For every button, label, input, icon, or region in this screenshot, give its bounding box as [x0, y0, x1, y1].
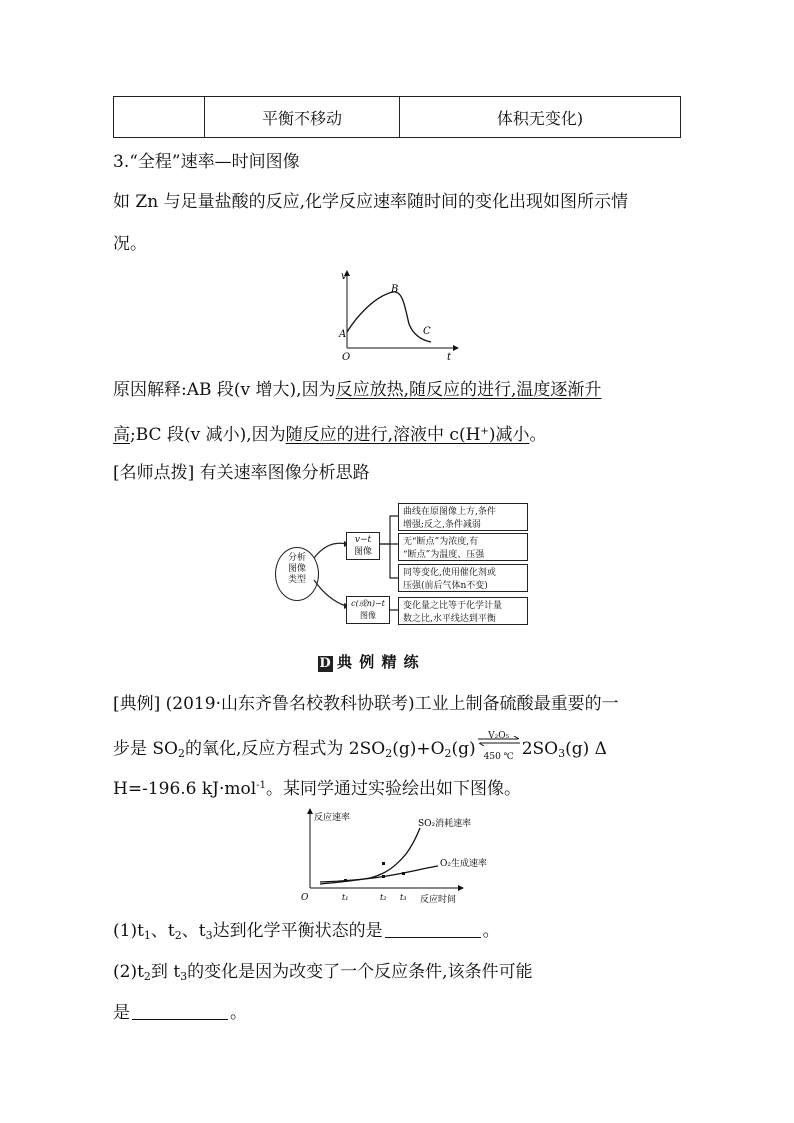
- x-axis-arrow: [458, 885, 464, 891]
- tip-title: [名师点拨] 有关速率图像分析思路: [113, 463, 370, 483]
- text: 到 t: [150, 962, 181, 982]
- text: 是: [113, 1003, 130, 1023]
- point-b-label: B: [391, 284, 399, 295]
- temperature-label: 450 ℃: [483, 752, 514, 762]
- catalyst-label: V₂O₅: [488, 731, 510, 741]
- answer-blank[interactable]: [385, 919, 481, 938]
- table-cell: 平衡不移动: [205, 97, 400, 138]
- rule-text: 曲线在原图像上方,条件: [403, 507, 496, 517]
- text: (1)t: [113, 921, 144, 941]
- rule-text: 无“断点”为浓度,有: [403, 537, 479, 547]
- question-1: [113, 919, 500, 948]
- reason-text: 。: [529, 425, 547, 445]
- rule-box: [398, 503, 528, 531]
- analysis-node: [275, 547, 319, 601]
- node-text: 图像: [360, 611, 376, 620]
- point-a-label: A: [339, 329, 347, 340]
- text: (2)t: [113, 962, 144, 982]
- table-cell: [114, 97, 205, 138]
- node-text: 图像: [353, 547, 372, 557]
- connector: [380, 516, 398, 544]
- practice-header: [318, 651, 420, 672]
- question-2-continued: [113, 1001, 247, 1025]
- tick-label: t₁: [342, 893, 349, 902]
- practice-badge: D: [319, 656, 332, 671]
- series-label: SO₂消耗速率: [418, 819, 472, 829]
- node-text: 图像: [287, 564, 306, 574]
- rule-box: [398, 564, 528, 592]
- data-point: [344, 879, 347, 882]
- connector: [314, 580, 346, 606]
- y-axis-label: 反应速率: [314, 813, 351, 823]
- series-label: O₂生成速率: [440, 859, 487, 869]
- point-c-label: C: [423, 326, 431, 337]
- rule-text: 数之比,水平线达到平衡: [403, 614, 496, 624]
- rule-text: 压强(前后气体n不变): [403, 581, 488, 591]
- subscript: 2: [385, 747, 393, 760]
- node-text: v−t: [354, 535, 372, 545]
- origin-label: O: [342, 352, 351, 363]
- v-label: v: [341, 271, 347, 282]
- data-point: [382, 875, 385, 878]
- reaction-rate-graph: [298, 808, 513, 906]
- node-text: 分析: [287, 553, 306, 563]
- so2-consumption-curve: [320, 828, 420, 884]
- text: 达到化学平衡状态的是: [212, 921, 383, 941]
- superscript: +: [480, 426, 489, 437]
- reaction-arrow: [476, 731, 522, 762]
- intro-line: 况。: [113, 234, 147, 254]
- practice-title: 典 例 精 练: [337, 653, 420, 671]
- answer-blank[interactable]: [132, 1001, 228, 1020]
- rule-box: [398, 533, 528, 561]
- connector: [390, 544, 398, 578]
- question-2: [113, 960, 533, 989]
- table-cell: 体积无变化): [400, 97, 681, 138]
- rule-text: 增强;反之,条件减弱: [403, 520, 481, 530]
- x-axis-arrow: [453, 345, 459, 351]
- vt-node: [346, 532, 380, 560]
- subscript: 3: [180, 970, 188, 983]
- previous-table: [113, 96, 681, 138]
- node-text: c(或n)−t: [351, 599, 385, 608]
- rule-text: 同等变化,使用催化剂或: [403, 568, 496, 578]
- subscript: 2: [143, 970, 151, 983]
- reason-underlined: [286, 425, 530, 445]
- tick-label: t₂: [380, 893, 387, 902]
- t-label: t: [447, 352, 452, 363]
- text: 、t: [150, 921, 175, 941]
- rule-text: “断点”为温度、压强: [403, 550, 485, 560]
- subscript: 2: [174, 929, 182, 942]
- intro-line: 如 Zn 与足量盐酸的反应,化学反应速率随时间的变化出现如图所示情: [113, 192, 628, 212]
- rule-box: [398, 597, 528, 625]
- data-point: [402, 872, 405, 875]
- subscript: 1: [143, 929, 151, 942]
- text: H=-196.6 kJ·mol: [113, 779, 257, 799]
- reason-part: 随反应的进行,溶液中 c(H: [285, 425, 481, 445]
- x-axis-label: 反应时间: [420, 895, 457, 905]
- rule-text: 变化量之比等于化学计量: [403, 601, 503, 611]
- reason-underlined: 反应放热,随反应的进行,温度逐渐升: [335, 380, 602, 400]
- node-text: 类型: [287, 575, 306, 585]
- text: 2SO: [521, 739, 559, 759]
- subscript: 2: [444, 747, 452, 760]
- reason-line-1: [113, 378, 601, 402]
- rate-curve: [347, 292, 431, 342]
- ct-node: [346, 596, 390, 624]
- subscript: 3: [205, 929, 213, 942]
- example-line-1: [典例] (2019·山东齐鲁名校教科协联考)工业上制备硫酸最重要的一: [113, 694, 619, 714]
- origin-label: O: [301, 893, 309, 903]
- y-axis-arrow: [307, 808, 313, 814]
- section-title: 3.“全程”速率—时间图像: [113, 152, 300, 172]
- example-line-2: [113, 731, 607, 766]
- text: 、t: [181, 921, 206, 941]
- reason-underlined: 高: [113, 425, 130, 445]
- text: 。: [230, 1003, 247, 1023]
- text: 的氧化,反应方程式为 2SO: [185, 739, 386, 759]
- subscript: 2: [178, 747, 185, 760]
- text: 。: [482, 921, 500, 941]
- reason-text: 原因解释:AB 段(v 增大),因为: [113, 380, 336, 400]
- superscript: -1: [256, 780, 266, 791]
- connector: [314, 543, 346, 558]
- tick-label: t₃: [400, 893, 407, 902]
- reason-text: ;BC 段(v 减小),因为: [130, 425, 286, 445]
- text: 。某同学通过实验绘出如下图像。: [265, 779, 521, 799]
- example-line-3: [113, 774, 521, 801]
- text: 的变化是因为改变了一个反应条件,该条件可能: [187, 962, 533, 982]
- text: (g): [451, 739, 476, 759]
- reason-part: )减小: [488, 425, 530, 445]
- reason-line-2: [113, 420, 546, 447]
- data-point: [382, 862, 385, 865]
- text: (g)+O: [392, 739, 445, 759]
- text: 步是 SO: [113, 739, 178, 759]
- text: (g) Δ: [565, 739, 607, 759]
- subscript: 3: [558, 747, 566, 760]
- o2-generation-curve: [320, 866, 438, 882]
- rate-time-graph: [335, 268, 460, 364]
